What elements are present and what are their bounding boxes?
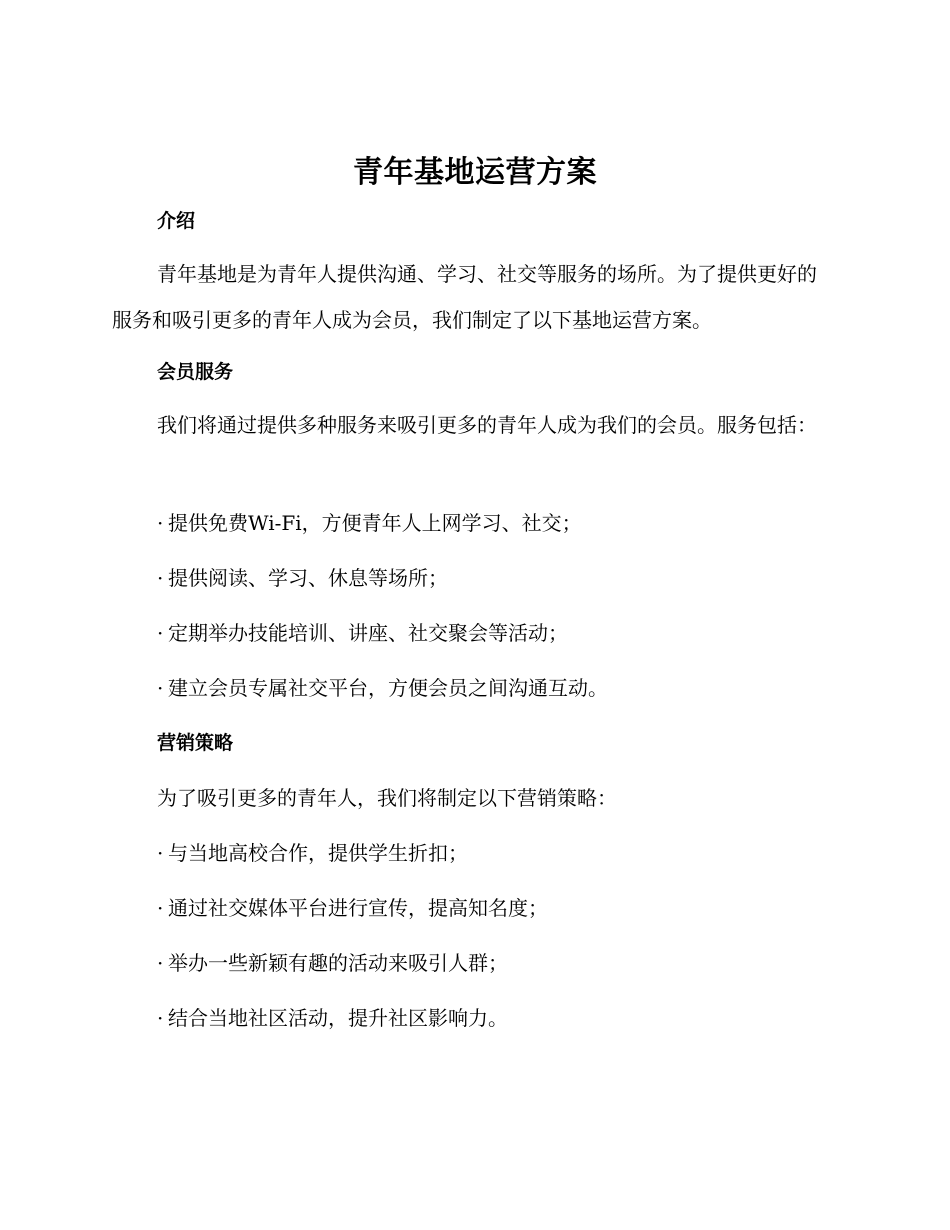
list-item-text: 提供阅读、学习、休息等场所； (168, 566, 448, 590)
list-item-text: 定期举办技能培训、讲座、社交聚会等活动； (168, 621, 568, 645)
bullet-marker: · (157, 621, 164, 645)
list-item (157, 673, 837, 703)
list-item-text: 举办一些新颖有趣的活动来吸引人群； (168, 951, 508, 975)
list-item-text: 结合当地社区活动，提升社区影响力。 (168, 1006, 508, 1030)
list-item (157, 508, 837, 538)
intro-paragraph: 青年基地是为青年人提供沟通、学习、社交等服务的场所。为了提供更好的服务和吸引更多的青年人成为会员，我们制定了以下基地运营方案。 (112, 262, 817, 332)
member-services-paragraph: 我们将通过提供多种服务来吸引更多的青年人成为我们的会员。服务包括： (157, 413, 817, 437)
section-heading-member-services: 会员服务 (157, 361, 234, 383)
list-item (157, 893, 837, 923)
list-item-text: 提供免费Wi-Fi，方便青年人上网学习、社交； (168, 511, 582, 535)
bullet-marker: · (157, 951, 164, 975)
list-item (157, 948, 837, 978)
bullet-marker: · (157, 511, 164, 535)
bullet-marker: · (157, 841, 164, 865)
list-item-text: 通过社交媒体平台进行宣传，提高知名度； (168, 896, 548, 920)
bullet-marker: · (157, 566, 164, 590)
list-item (157, 1003, 837, 1033)
bullet-marker: · (157, 896, 164, 920)
document-title: 青年基地运营方案 (353, 155, 597, 190)
list-item (157, 618, 837, 648)
bullet-marker: · (157, 1006, 164, 1030)
list-item (157, 563, 837, 593)
section-heading-marketing: 营销策略 (157, 732, 234, 754)
list-item-text: 建立会员专属社交平台，方便会员之间沟通互动。 (168, 676, 608, 700)
marketing-paragraph: 为了吸引更多的青年人，我们将制定以下营销策略： (157, 786, 617, 810)
bullet-marker: · (157, 676, 164, 700)
list-item (157, 838, 837, 868)
section-heading-intro: 介绍 (157, 210, 196, 232)
list-item-text: 与当地高校合作，提供学生折扣； (168, 841, 468, 865)
